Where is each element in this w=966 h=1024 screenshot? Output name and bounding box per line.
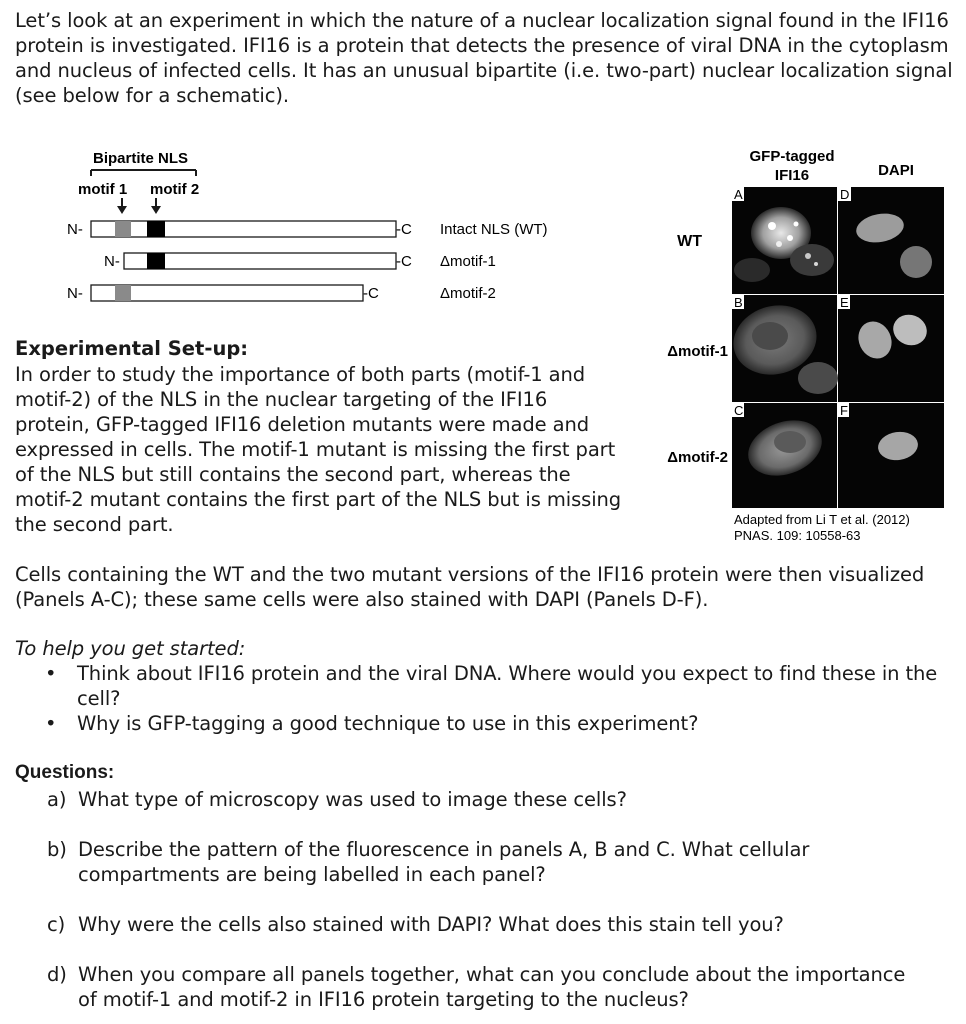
row-label-delta-motif1: Δmotif-1 xyxy=(667,343,728,360)
motif1-block xyxy=(115,221,131,237)
motif2-arrow-icon xyxy=(151,198,161,214)
panel-label: E xyxy=(840,295,849,310)
motif2-label: motif 2 xyxy=(150,181,200,198)
protein-bar xyxy=(91,285,363,301)
n-terminus-label: N- xyxy=(67,285,83,302)
citation-line2: PNAS. 109: 10558-63 xyxy=(734,528,861,543)
cells-paragraph: Cells containing the WT and the two mutant versions of the IFI16 protein were then visualized (Panels A-C); these same cells were also stained with DAPI (Panels D-F). xyxy=(15,563,925,611)
list-item xyxy=(45,661,945,711)
question-d xyxy=(47,962,927,1012)
construct-label: Δmotif-1 xyxy=(440,253,496,270)
gfp-header-line2: IFI16 xyxy=(774,167,810,184)
panel-label: D xyxy=(840,187,850,202)
motif1-label: motif 1 xyxy=(78,181,128,198)
n-terminus-label: N- xyxy=(67,221,83,238)
panel-c xyxy=(732,403,837,508)
c-terminus-label: -C xyxy=(363,285,379,302)
dapi-header: DAPI xyxy=(878,162,914,179)
questions-heading: Questions: xyxy=(15,762,115,783)
question-label: d) xyxy=(47,963,67,986)
panel-label: C xyxy=(734,403,744,418)
construct-delta-motif2 xyxy=(67,285,496,302)
list-item xyxy=(45,711,945,736)
row-label-wt: WT xyxy=(677,233,702,250)
bullet-text: Think about IFI16 protein and the viral DNA. Where would you expect to find these in the cell? xyxy=(77,662,938,710)
gfp-header-line1: GFP-tagged xyxy=(749,148,835,165)
panel-d xyxy=(838,187,944,294)
panel-e xyxy=(838,295,944,402)
panel-b xyxy=(726,295,838,402)
construct-delta-motif1 xyxy=(104,253,496,270)
c-terminus-label: -C xyxy=(396,253,412,270)
motif1-block xyxy=(115,285,131,301)
n-terminus-label: N- xyxy=(104,253,120,270)
intro-paragraph: Let’s look at an experiment in which the nature of a nuclear localization signal found in the IFI16 protein is investigated. IFI16 is a protein that detects the presence of viral DNA in the cytoplasm and nucleus of infected cells. It has an unusual bipartite (i.e. two-part) nuclear localization signal (see below for a schematic). xyxy=(15,9,953,107)
panel-label: B xyxy=(734,295,743,310)
bullet-text: Why is GFP-tagging a good technique to use in this experiment? xyxy=(77,712,699,735)
bullet-icon: • xyxy=(45,712,57,735)
help-bullet-list xyxy=(45,661,945,736)
question-b xyxy=(47,837,927,887)
construct-label: Δmotif-2 xyxy=(440,285,496,302)
row-label-delta-motif2: Δmotif-2 xyxy=(667,449,728,466)
nls-schematic xyxy=(0,140,640,320)
panel-label: F xyxy=(840,403,848,418)
panel-a xyxy=(732,187,837,294)
setup-paragraph: In order to study the importance of both parts (motif-1 and motif-2) of the NLS in the nuclear targeting of the IFI16 protein, GFP-tagged IFI16 deletion mutants were made and expressed in cells. The motif-1 mutant is missing the first part of the NLS but still contains the second part, whereas the motif-2 mutant contains the first part of the NLS but is missing the second part. xyxy=(15,363,622,536)
question-text: Describe the pattern of the fluorescence in panels A, B and C. What cellular compartments are being labelled in each panel? xyxy=(78,838,810,886)
microscopy-figure xyxy=(640,140,966,550)
citation-line1: Adapted from Li T et al. (2012) xyxy=(734,512,910,527)
help-heading: To help you get started: xyxy=(15,637,246,660)
question-label: c) xyxy=(47,913,66,936)
panel-label: A xyxy=(734,187,743,202)
question-label: a) xyxy=(47,788,67,811)
panel-f xyxy=(838,403,944,508)
motif1-arrow-icon xyxy=(117,198,127,214)
schematic-title: Bipartite NLS xyxy=(93,150,189,167)
question-a xyxy=(47,787,927,812)
bullet-icon: • xyxy=(45,662,57,685)
motif2-block xyxy=(147,253,165,269)
question-label: b) xyxy=(47,838,67,861)
c-terminus-label: -C xyxy=(396,221,412,238)
question-text: Why were the cells also stained with DAPI? What does this stain tell you? xyxy=(78,913,784,936)
protein-bar xyxy=(91,221,396,237)
motif2-block xyxy=(147,221,165,237)
question-text: What type of microscopy was used to image these cells? xyxy=(78,788,627,811)
setup-heading: Experimental Set-up: xyxy=(15,337,249,360)
construct-wt xyxy=(67,221,548,238)
question-c xyxy=(47,912,927,937)
construct-label: Intact NLS (WT) xyxy=(440,221,548,238)
question-text: When you compare all panels together, what can you conclude about the importance of motif-1 and motif-2 in IFI16 protein targeting to the nucleus? xyxy=(78,963,906,1011)
